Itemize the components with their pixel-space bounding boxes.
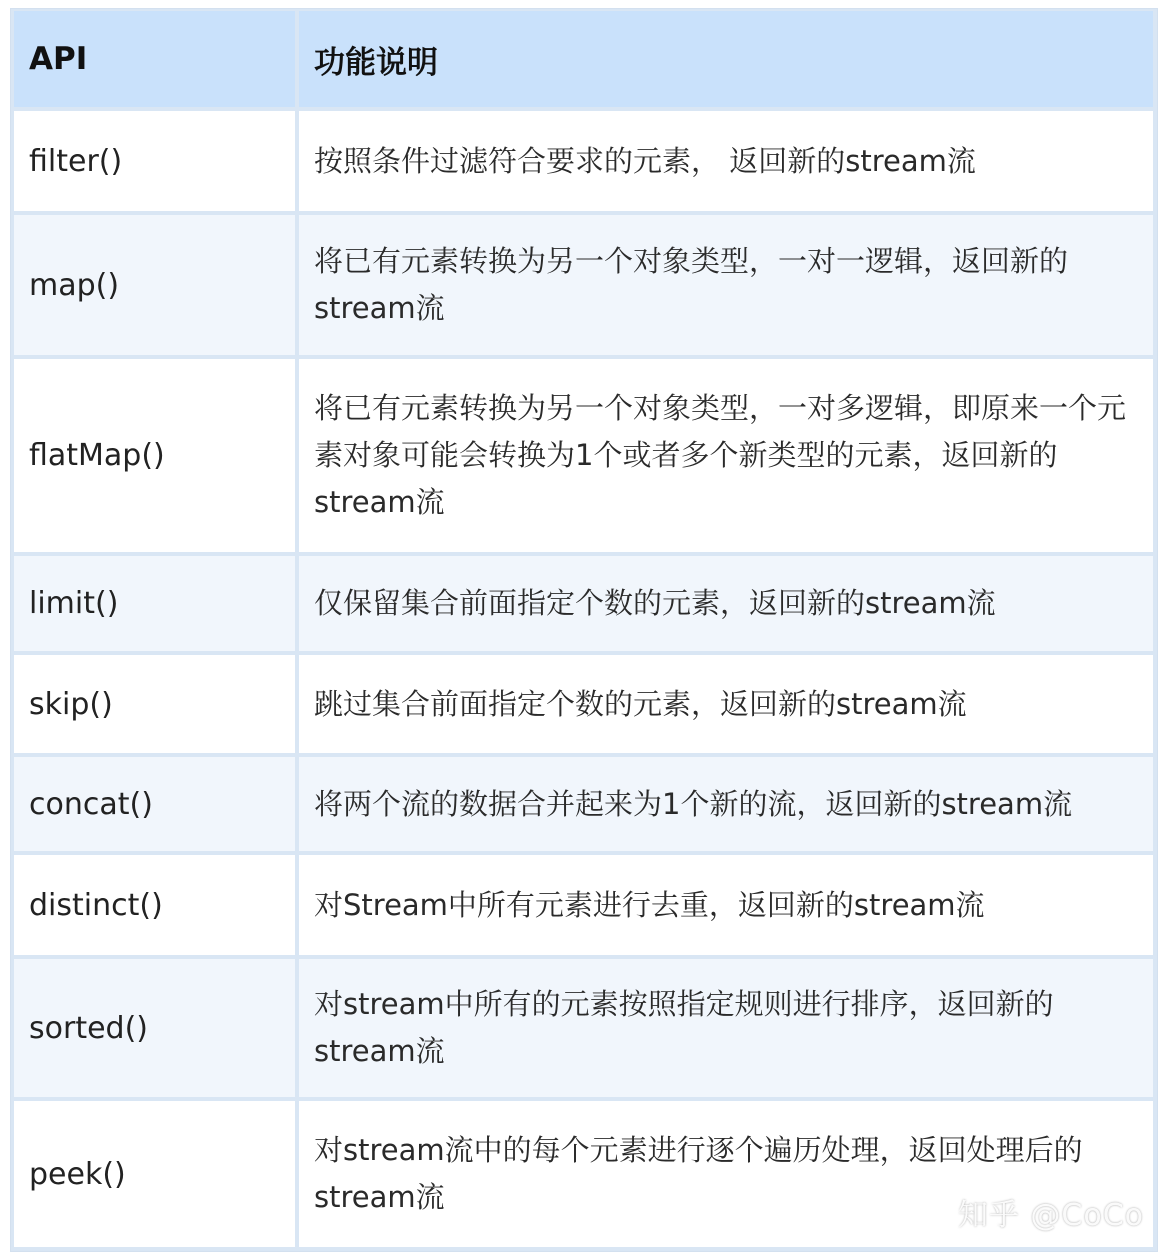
api-description: 按照条件过滤符合要求的元素， 返回新的stream流 xyxy=(299,111,1153,211)
api-description: 对stream流中的每个元素进行逐个遍历处理，返回处理后的stream流 xyxy=(299,1101,1153,1247)
api-table-container xyxy=(10,8,1158,1252)
api-description: 将已有元素转换为另一个对象类型，一对一逻辑，返回新的stream流 xyxy=(299,215,1153,355)
header-description: 功能说明 xyxy=(299,11,1153,107)
api-name: peek() xyxy=(14,1101,295,1247)
api-name: filter() xyxy=(14,111,295,211)
api-name: map() xyxy=(14,215,295,355)
table-row xyxy=(14,111,1153,211)
api-name: distinct() xyxy=(14,855,295,955)
api-description: 将两个流的数据合并起来为1个新的流，返回新的stream流 xyxy=(299,757,1153,851)
api-description: 将已有元素转换为另一个对象类型，一对多逻辑，即原来一个元素对象可能会转换为1个或者多个新类型的元素，返回新的stream流 xyxy=(299,359,1153,552)
table-row xyxy=(14,556,1153,651)
api-name: limit() xyxy=(14,556,295,651)
table-row xyxy=(14,959,1153,1097)
table-row xyxy=(14,757,1153,851)
table-row xyxy=(14,855,1153,955)
api-name: flatMap() xyxy=(14,359,295,552)
table-row xyxy=(14,655,1153,753)
api-description: 对stream中所有的元素按照指定规则进行排序，返回新的stream流 xyxy=(299,959,1153,1097)
table-row xyxy=(14,359,1153,552)
table-row xyxy=(14,215,1153,355)
header-api: API xyxy=(14,11,295,107)
api-table xyxy=(10,7,1157,1251)
api-name: sorted() xyxy=(14,959,295,1097)
api-description: 对Stream中所有元素进行去重，返回新的stream流 xyxy=(299,855,1153,955)
table-header-row xyxy=(14,11,1153,107)
watermark: 知乎 @CoCo xyxy=(957,1198,1144,1233)
api-description: 仅保留集合前面指定个数的元素，返回新的stream流 xyxy=(299,556,1153,651)
api-name: skip() xyxy=(14,655,295,753)
api-description: 跳过集合前面指定个数的元素，返回新的stream流 xyxy=(299,655,1153,753)
api-name: concat() xyxy=(14,757,295,851)
